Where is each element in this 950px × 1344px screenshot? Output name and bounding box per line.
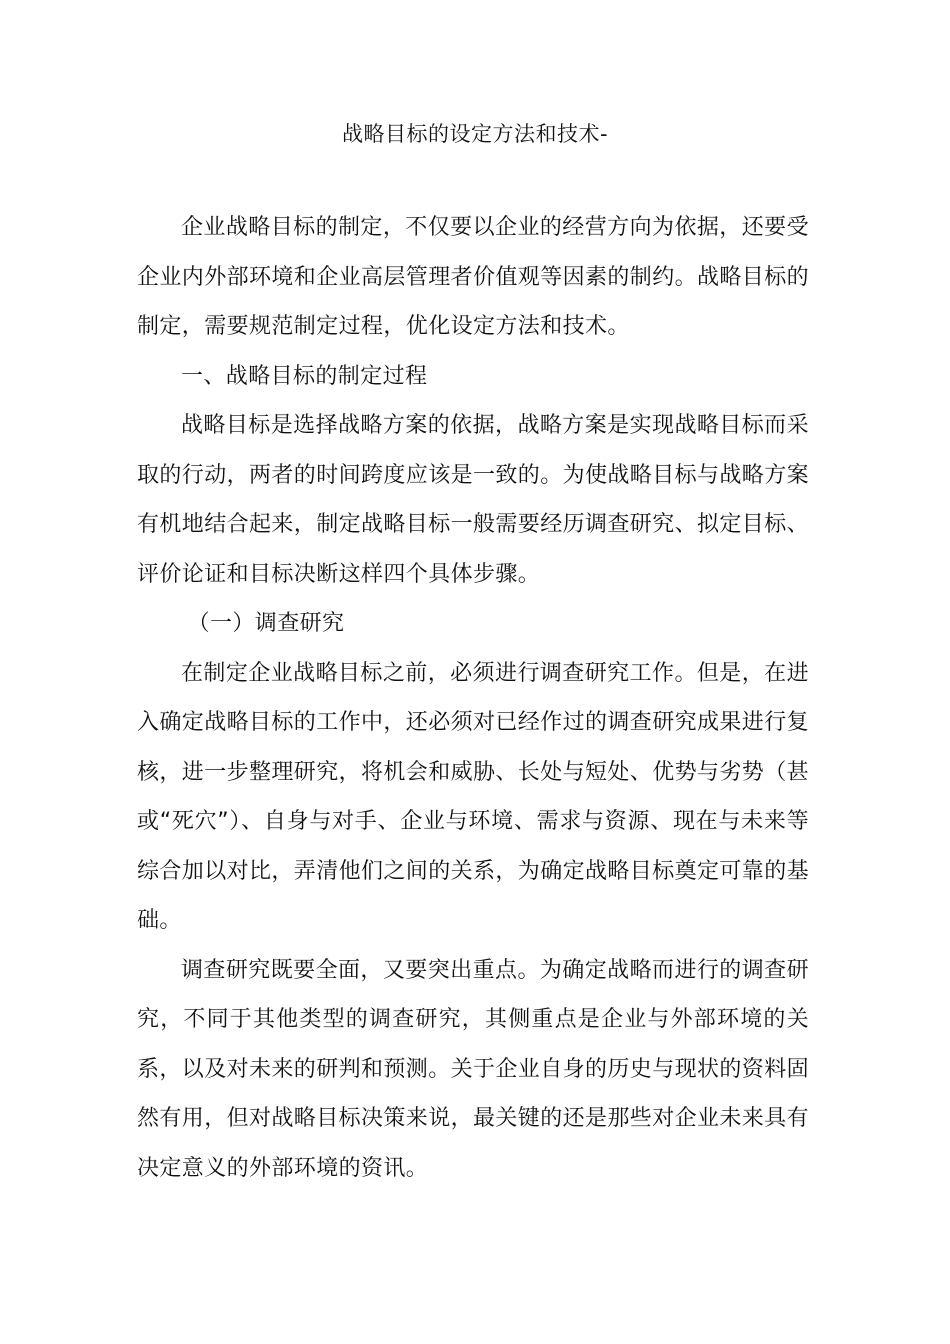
research-paragraph-2: 调查研究既要全面，又要突出重点。为确定战略而进行的调查研究，不同于其他类型的调查研究，其侧重点是企业与外部环境的关系，以及对未来的研判和预测。关于企业自身的历史与现状的资料固然有用，但对战略目标决策来说，最关键的还是那些对企业未来具有决定意义的外部环境的资讯。: [137, 957, 810, 1181]
subsection-heading-research: （一）调查研究: [187, 611, 345, 636]
document-body: [137, 203, 809, 1193]
research-paragraph-1: 在制定企业战略目标之前，必须进行调查研究工作。但是，在进入确定战略目标的工作中，还必须对已经作过的调查研究成果进行复核，进一步整理研究，将机会和威胁、长处与短处、优势与劣势（甚或“死穴”）、自身与对手、企业与环境、需求与资源、现在与未来等综合加以对比，弄清他们之间的关系，为确定战略目标奠定可靠的基础。: [137, 660, 810, 933]
document-title: 战略目标的设定方法和技术-: [341, 122, 609, 146]
intro-paragraph: 企业战略目标的制定，不仅要以企业的经营方向为依据，还要受企业内外部环境和企业高层管理者价值观等因素的制约。战略目标的制定，需要规范制定过程，优化设定方法和技术。: [137, 215, 810, 339]
process-paragraph: 战略目标是选择战略方案的依据，战略方案是实现战略目标而采取的行动，两者的时间跨度应该是一致的。为使战略目标与战略方案有机地结合起来，制定战略目标一般需要经历调查研究、拟定目标、评价论证和目标决断这样四个具体步骤。: [137, 413, 810, 587]
section-heading-1: 一、战略目标的制定过程: [181, 363, 428, 389]
